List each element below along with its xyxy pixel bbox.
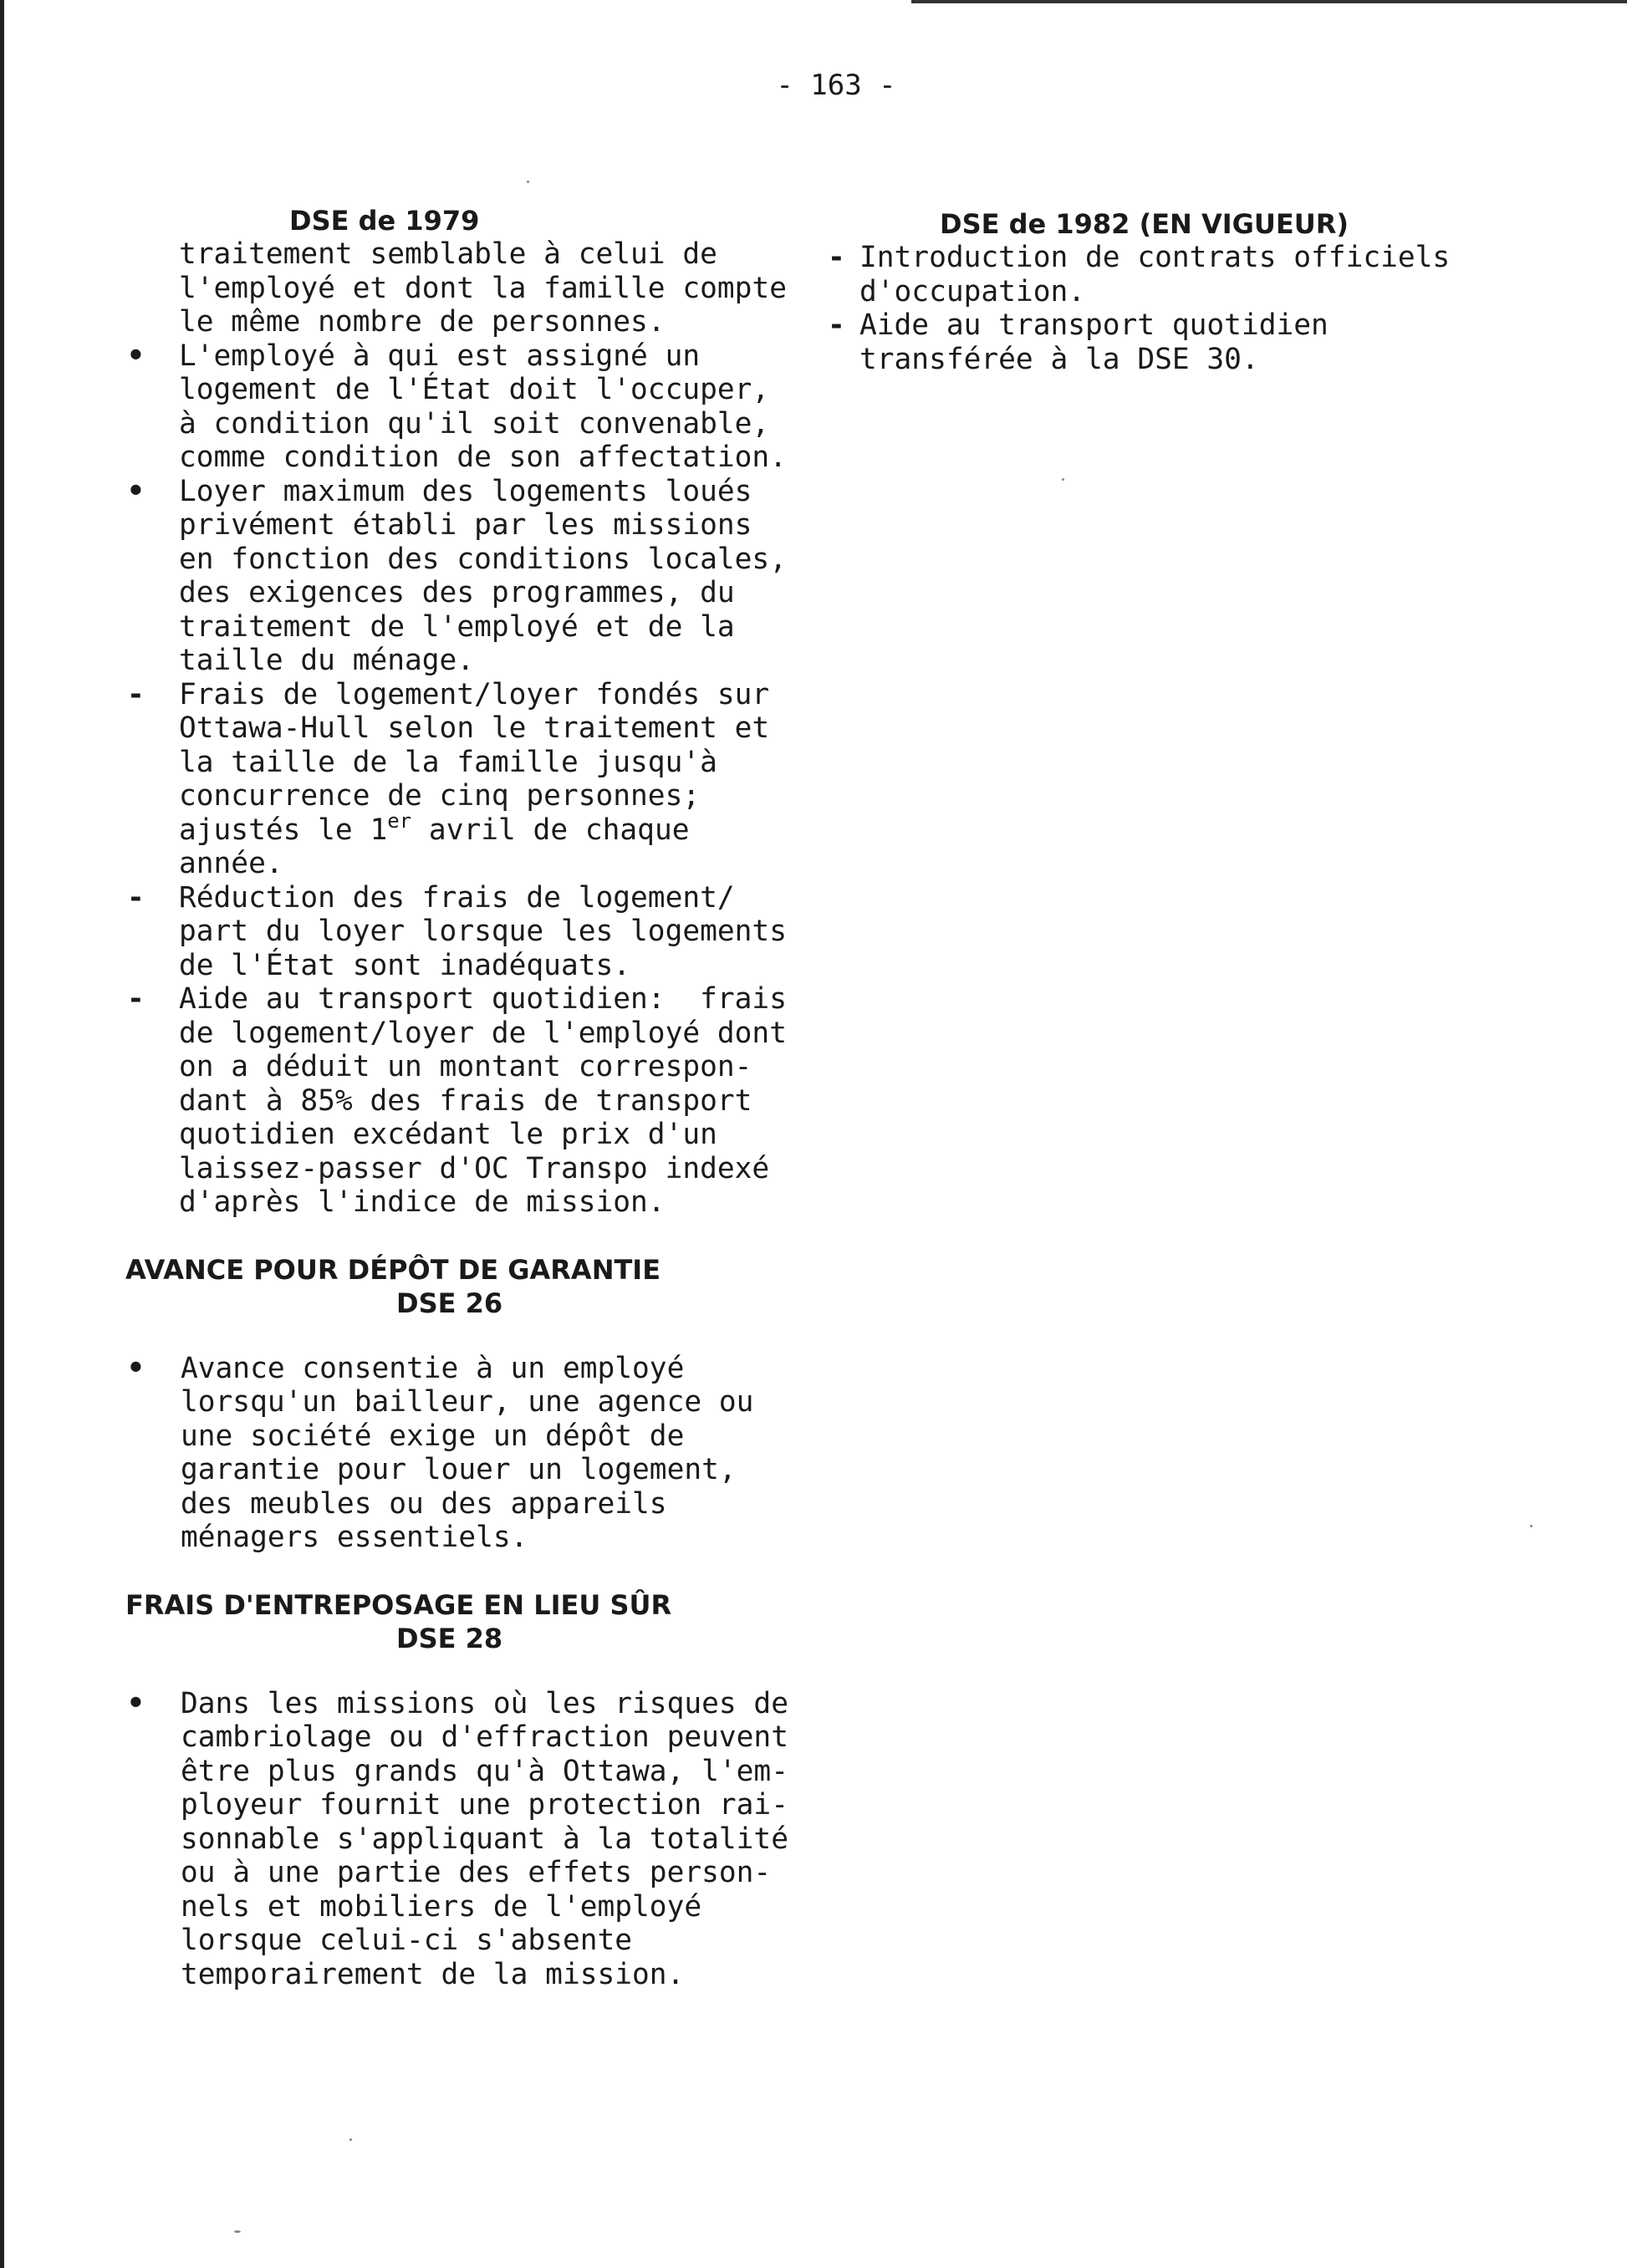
text-line: traitement semblable à celui de	[179, 237, 717, 271]
text-line: L'employé à qui est assigné un	[179, 339, 701, 373]
text-line: Aide au transport quotidien: frais	[179, 982, 787, 1016]
list-item	[125, 339, 787, 475]
list-item	[125, 678, 778, 881]
page-number: - 163 -	[776, 69, 896, 102]
scan-speck	[234, 2230, 241, 2233]
text-line: ployeur fournit une protection rai-	[181, 1788, 788, 1822]
list-item	[125, 474, 787, 678]
text-line: garantie pour louer un logement,	[181, 1453, 737, 1486]
scan-speck	[1062, 478, 1064, 481]
list-item	[125, 1686, 788, 1992]
text-line: Frais de logement/loyer fondés sur	[179, 677, 770, 711]
text-line: à condition qu'il soit convenable,	[179, 406, 770, 441]
left-column	[125, 204, 788, 1991]
dash-marker: -	[127, 880, 145, 915]
section-subtitle: DSE 28	[396, 1622, 503, 1654]
list-item	[819, 241, 1471, 308]
left-column-heading: DSE de 1979	[289, 205, 480, 237]
section-subtitle: DSE 26	[396, 1287, 503, 1319]
section-title: AVANCE POUR DÉPÔT DE GARANTIE	[125, 1253, 661, 1286]
right-column-entries	[819, 241, 1471, 376]
text-line: année.	[179, 847, 283, 880]
text-line: le même nombre de personnes.	[179, 305, 666, 339]
left-column-entries	[125, 237, 787, 1220]
text-line: lorsqu'un bailleur, une agence ou	[181, 1385, 754, 1419]
list-item	[125, 982, 787, 1220]
text-line: Avance consentie à un employé	[181, 1351, 685, 1385]
text-line: transférée à la DSE 30.	[859, 342, 1259, 376]
text-line: l'employé et dont la famille compte	[179, 271, 787, 305]
text-line: lorsque celui-ci s'absente	[181, 1924, 633, 1957]
right-column	[819, 207, 1471, 376]
text-line: ajustés le 1er avril de chaque	[179, 808, 690, 847]
text-line: une société exige un dépôt de	[181, 1419, 685, 1453]
text-line: Dans les missions où les risques de	[181, 1686, 788, 1720]
text-line: d'après l'indice de mission.	[179, 1185, 666, 1219]
scan-left-border	[0, 0, 4, 2268]
bullet-marker: •	[127, 474, 145, 508]
bullet-marker: •	[127, 339, 145, 373]
section-title: FRAIS D'ENTREPOSAGE EN LIEU SÛR	[125, 1588, 672, 1621]
section	[125, 1588, 788, 1992]
list-item	[125, 880, 787, 983]
text-line: de logement/loyer de l'employé dont	[179, 1016, 787, 1050]
text-line: privément établi par les missions	[179, 508, 752, 542]
text-line: comme condition de son affectation.	[179, 441, 787, 474]
scan-speck	[1530, 1525, 1533, 1527]
dash-marker: -	[127, 677, 145, 711]
text-line: Réduction des frais de logement/	[179, 880, 735, 915]
text-line: en fonction des conditions locales,	[179, 542, 787, 576]
text-line: quotidien excédant le prix d'un	[179, 1118, 717, 1151]
dash-marker: -	[828, 308, 845, 342]
text-line: on a déduit un montant correspon-	[179, 1050, 752, 1083]
text-line: dant à 85% des frais de transport	[179, 1083, 752, 1118]
section	[125, 1253, 778, 1555]
text-line: part du loyer lorsque les logements	[179, 915, 787, 948]
text-line: laissez-passer d'OC Transpo indexé	[179, 1151, 770, 1185]
text-line: Loyer maximum des logements loués	[179, 474, 752, 508]
text-line: temporairement de la mission.	[181, 1957, 685, 1991]
scan-speck	[527, 181, 529, 183]
text-line: des exigences des programmes, du	[179, 576, 735, 609]
dash-marker: -	[828, 241, 845, 274]
list-item	[125, 1352, 778, 1555]
text-line: taille du ménage.	[179, 644, 475, 677]
text-line: Ottawa-Hull selon le traitement et	[179, 711, 770, 745]
right-column-heading: DSE de 1982 (EN VIGUEUR)	[940, 208, 1349, 240]
text-line: ménagers essentiels.	[181, 1521, 528, 1554]
text-line: ou à une partie des effets person-	[181, 1856, 772, 1889]
text-line: Introduction de contrats officiels	[859, 241, 1451, 274]
text-line: Aide au transport quotidien	[859, 308, 1329, 342]
text-line: sonnable s'appliquant à la totalité	[181, 1822, 788, 1856]
scan-top-border	[911, 0, 1627, 3]
text-line: la taille de la famille jusqu'à	[179, 745, 717, 779]
text-line: logement de l'État doit l'occuper,	[179, 373, 770, 406]
bullet-marker: •	[127, 1351, 145, 1385]
text-line: concurrence de cinq personnes;	[179, 779, 701, 813]
left-column-sections	[125, 1253, 788, 1992]
list-item	[125, 237, 787, 339]
text-line: de l'État sont inadéquats.	[179, 948, 631, 982]
text-line: des meubles ou des appareils	[181, 1486, 667, 1521]
scan-speck	[349, 2138, 352, 2141]
text-line: d'occupation.	[859, 274, 1086, 308]
bullet-marker: •	[127, 1686, 145, 1720]
text-line: nels et mobiliers de l'employé	[181, 1889, 702, 1924]
superscript: er	[387, 808, 412, 833]
text-line: être plus grands qu'à Ottawa, l'em-	[181, 1754, 788, 1788]
text-line: traitement de l'employé et de la	[179, 609, 735, 644]
list-item	[819, 308, 1471, 376]
text-line: cambriolage ou d'effraction peuvent	[181, 1720, 788, 1754]
dash-marker: -	[127, 982, 145, 1016]
